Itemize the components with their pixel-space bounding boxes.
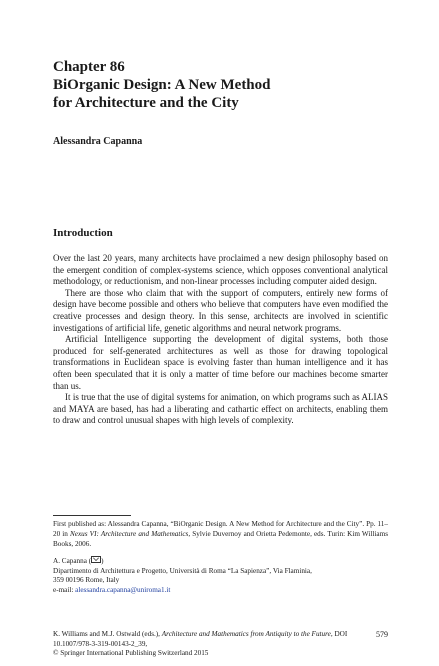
author-name: Alessandra Capanna — [53, 136, 143, 147]
page-number: 579 — [376, 630, 388, 639]
section-heading: Introduction — [53, 227, 113, 239]
first-published-book-title: Nexus VI: Architecture and Mathematics — [70, 529, 189, 538]
paragraph: Over the last 20 years, many architects have proclaimed a new design philosophy based on the emergent condition of complex-systems science, which opposes conventional analytical methodology, or reductionism, and non-linear processes including computer aided design. — [53, 253, 388, 287]
footnote-divider — [53, 515, 131, 516]
first-published-note — [53, 520, 388, 549]
email-link[interactable]: alessandra.capanna@uniroma1.it — [75, 585, 171, 594]
first-published-prefix: First published as: Alessandra Capanna, “BiOrganic Design. A New Method for Architecture and the City”. Pp. 11–20 in — [53, 520, 388, 538]
book-citation — [53, 630, 363, 659]
author-affiliation: A. Capanna ( ) Dipartimento di Architettura e Progetto, Università di Roma “La Sapienza”, Via Flaminia, 359 00196 Rome, Italy e-mail: alessandra.capanna@uniroma1.it — [53, 556, 393, 595]
envelope-icon — [91, 556, 101, 563]
email-label: e-mail: — [53, 585, 76, 594]
paragraph: Artificial Intelligence supporting the development of digital systems, both those produced for self-generated architectures as well as those for drawing topological transformations in Euclidean space is evolving faster than human intelligence and it has often been speculated that it is only a matter of time before our machines become smarter than us. — [53, 334, 388, 391]
chapter-title-line-1: BiOrganic Design: A New Method — [53, 77, 271, 93]
citation-book-title: Architecture and Mathematics from Antiquity to the Future — [161, 630, 331, 638]
citation-doi: , DOI 10.1007/978-3-319-00143-2_39, — [53, 630, 348, 648]
paragraph: It is true that the use of digital systems for animation, on which programs such as ALIAS and MAYA are based, has had a liberating and cathartic effect on architects, enabling them to draw and control unusual shapes with high levels of complexity. — [53, 392, 388, 426]
affiliation-name: A. Capanna — [53, 557, 87, 565]
first-published-suffix: , Sylvie Duvernoy and Orietta Pedemonte, eds. Turin: Kim Williams Books, 2006. — [53, 529, 388, 548]
citation-editors: K. Williams and M.J. Ostwald (eds.), — [53, 630, 162, 638]
chapter-title — [53, 76, 393, 112]
chapter-number: Chapter 86 — [53, 59, 125, 75]
paragraph: There are those who claim that with the support of computers, entirely new forms of design have become possible and others who believe that computers have even modified the creative processes and design theory. In this sense, architects are involved in scientific investigations of artificial life, genetic algorithms and neural network programs. — [53, 287, 388, 333]
affiliation-address: 359 00196 Rome, Italy — [53, 576, 120, 585]
chapter-title-line-2: for Architecture and the City — [53, 95, 239, 111]
body-text — [53, 253, 388, 427]
affiliation-department: Dipartimento di Architettura e Progetto, Università di Roma “La Sapienza”, Via Flaminia, — [53, 566, 312, 575]
copyright-line: © Springer International Publishing Switzerland 2015 — [53, 649, 209, 658]
